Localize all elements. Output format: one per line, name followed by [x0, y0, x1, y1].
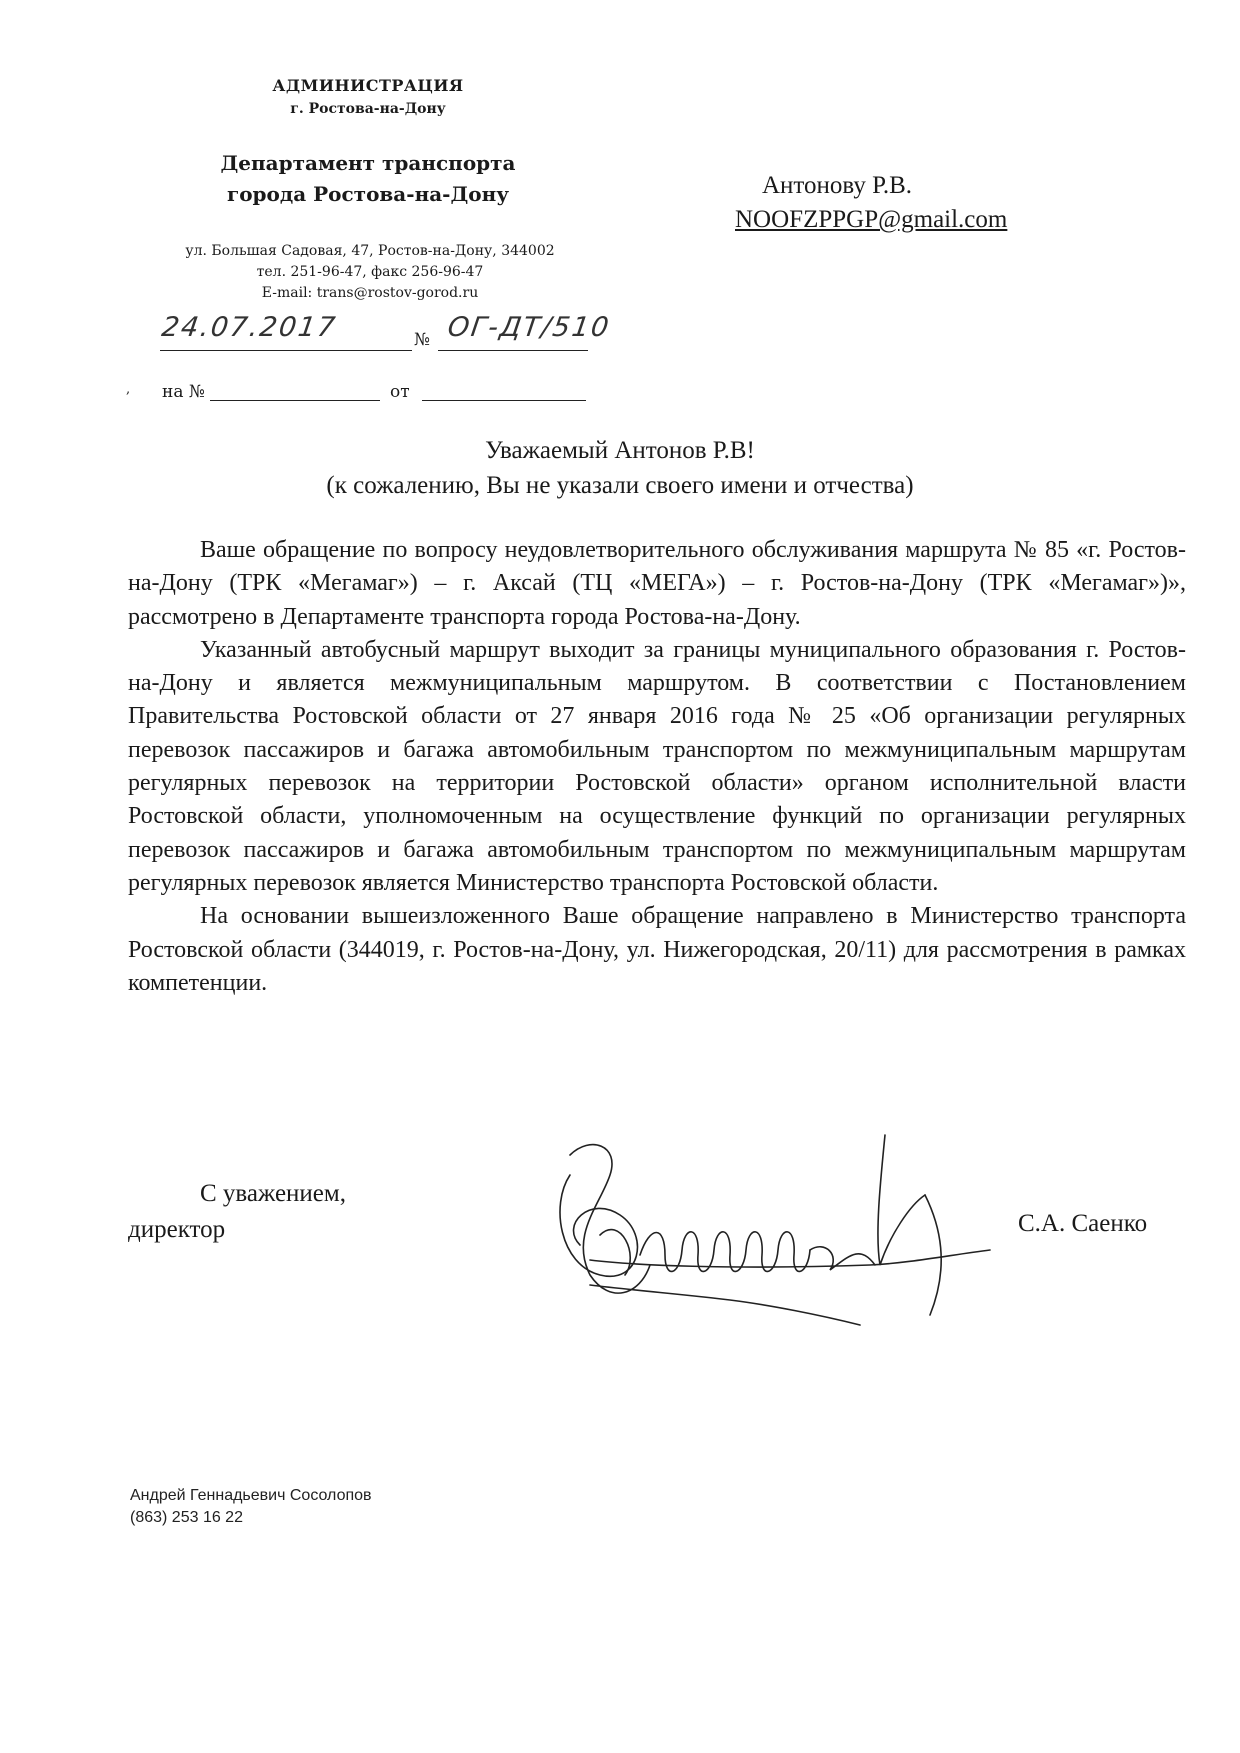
letterhead-department-line1: Департамент транспорта [220, 151, 516, 175]
greeting-title: Уважаемый Антонов Р.В! [485, 437, 755, 464]
letterhead-city: г. Ростова-на-Дону [290, 101, 446, 117]
closing-regards: С уважением, [200, 1180, 346, 1207]
executor-name: Андрей Геннадьевич Сосолопов [130, 1487, 372, 1504]
from-underline [422, 400, 586, 401]
registration-number: ОГ-ДТ/510 [445, 312, 613, 343]
letterhead-address: ул. Большая Садовая, 47, Ростов-на-Дону, 344002 [185, 243, 555, 259]
body-paragraph-2: Указанный автобусный маршрут выходит за границы муниципального образования г. Ростов-на-Дону и является межмуниципальным маршрутом. В соответствии с Постановлением Правительства Ростовской области от 27 января 2016 года № 25 «Об организации регулярных перевозок пассажиров и багажа автомобильным транспортом по межмуниципальным маршрутам регулярных перевозок на территории Ростовской области» органом исполнительной власти Ростовской области, уполномоченным на осуществление функций по организации регулярных перевозок пассажиров и багажа автомобильным транспортом по межмуниципальным маршрутам регулярных перевозок является Министерство транспорта Ростовской области. [128, 636, 1186, 896]
letterhead-phone: тел. 251-96-47, факс 256-96-47 [256, 264, 484, 280]
closing-position: директор [128, 1216, 226, 1243]
letterhead-email: E-mail: trans@rostov-gorod.ru [261, 285, 479, 301]
registration-date: 24.07.2017 [159, 312, 339, 343]
greeting-note: (к сожалению, Вы не указали своего имени и отчества) [326, 472, 914, 499]
closing-signer: С.А. Саенко [1018, 1210, 1148, 1237]
number-label: № [414, 330, 431, 350]
bullet-mark: , [126, 382, 131, 397]
number-underline [438, 350, 588, 351]
addressee-name: Антонову Р.В. [762, 172, 913, 199]
reply-to-underline [210, 400, 380, 401]
addressee-email: NOOFZPPGP@gmail.com [735, 206, 1008, 233]
letter-body [128, 534, 1186, 1000]
handwritten-signature [530, 1115, 1010, 1345]
date-underline [160, 350, 412, 351]
letterhead-org: АДМИНИСТРАЦИЯ [272, 76, 464, 95]
body-paragraph-1: Ваше обращение по вопросу неудовлетворительного обслуживания маршрута № 85 «г. Ростов-на-Дону (ТРК «Мегамаг») – г. Аксай (ТЦ «МЕГА») – г. Ростов-на-Дону (ТРК «Мегамаг»)», рассмотрено в Департаменте транспорта города Ростова-на-Дону. [128, 537, 1186, 630]
body-paragraph-3: На основании вышеизложенного Ваше обращение направлено в Министерство транспорта Ростовской области (344019, г. Ростов-на-Дону, ул. Нижегородская, 20/11) для рассмотрения в рамках компетенции. [128, 903, 1186, 996]
reply-to-label: на № [162, 382, 205, 402]
from-label: от [390, 382, 410, 402]
executor-phone: (863) 253 16 22 [130, 1509, 243, 1526]
letterhead-department-line2: города Ростова-на-Дону [226, 182, 510, 206]
